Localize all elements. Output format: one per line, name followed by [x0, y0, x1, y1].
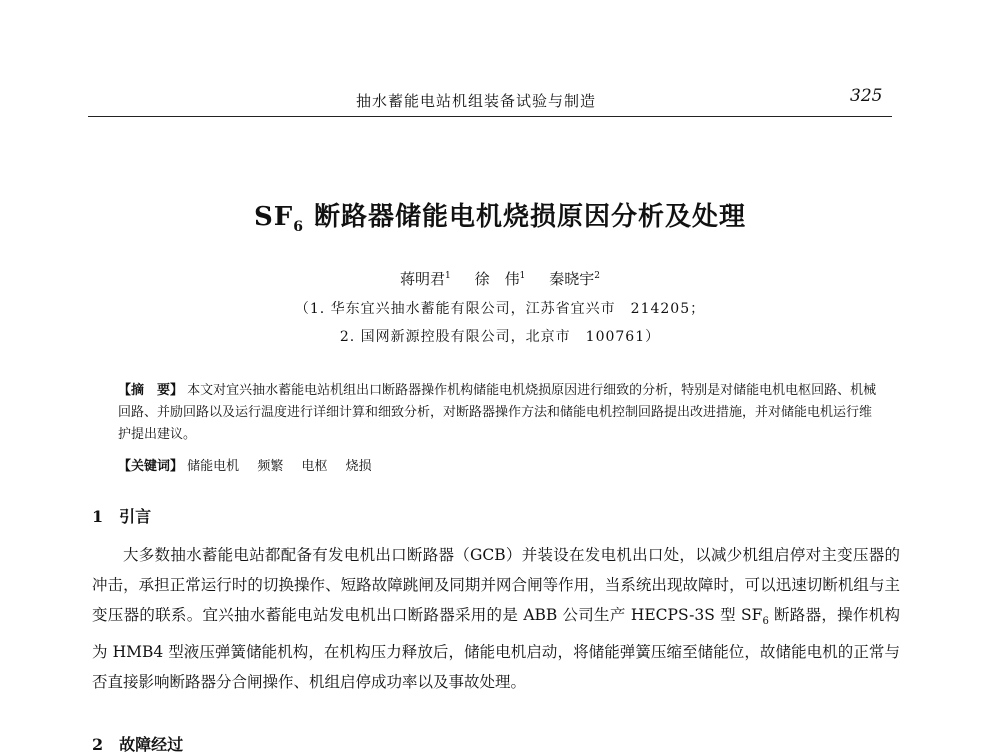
keywords-label: 【关键词】 [118, 459, 184, 474]
page-number: 325 [850, 86, 883, 106]
affiliation-2: 2. 国网新源控股有限公司，北京市 100761） [339, 329, 661, 345]
author-list [0, 268, 1000, 289]
running-header [88, 84, 892, 120]
author-affil-mark: 1 [519, 271, 526, 281]
keywords [118, 456, 880, 478]
section-heading-fault-history [92, 732, 183, 755]
keyword-item: 电枢 [301, 459, 328, 474]
body-paragraph [92, 540, 900, 697]
abstract [118, 380, 880, 446]
author-name: 秦晓宇 [549, 270, 595, 288]
section-heading-introduction [92, 504, 151, 527]
section-title: 故障经过 [119, 735, 184, 754]
paper-title-rest: 断路器储能电机烧损原因分析及处理 [303, 202, 747, 232]
keyword-item: 烧损 [345, 459, 372, 474]
keyword-item: 频繁 [257, 459, 284, 474]
section-number: 1 [92, 507, 104, 526]
paper-title-subscript: 6 [293, 219, 304, 236]
author-affil-mark: 2 [594, 271, 600, 281]
header-rule [88, 116, 892, 117]
body-paragraph-part-a: 大多数抽水蓄能电站都配备有发电机出口断路器（GCB）并装设在发电机出口处，以减少机组启停对主变压器的冲击，承担正常运行时的切换操作、短路故障跳闸及同期并网合闸等作用，当系统出现故障时，可以迅速切断机组与主变压器的联系。宜兴抽水蓄能电站发电机出口断路器采用的是 ABB 公司生产 HECPS-3S 型 SF [92, 546, 900, 624]
author-affil-mark: 1 [445, 271, 451, 281]
author-name: 蒋明君 [400, 270, 446, 288]
paper-title-main: SF [253, 202, 294, 232]
keyword-item: 储能电机 [187, 459, 240, 474]
abstract-label: 【摘 要】 [118, 383, 184, 398]
body-subscript: 6 [762, 616, 769, 628]
paper-title [0, 196, 1000, 235]
section-number: 2 [92, 735, 104, 754]
abstract-text: 本文对宜兴抽水蓄能电站机组出口断路器操作机构储能电机烧损原因进行细致的分析，特别是对储能电机电枢回路、机械回路、并励回路以及运行温度进行详细计算和细致分析，对断路器操作方法和储能电机控制回路提出改进措施，并对储能电机运行维护提出建议。 [118, 383, 877, 442]
section-title: 引言 [119, 507, 152, 526]
author-name: 徐 伟 [474, 270, 520, 288]
running-title: 抽水蓄能电站机组装备试验与制造 [356, 92, 597, 110]
body-paragraph-part-b: 断路器，操作机构为 HMB4 型液压弹簧储能机构，在机构压力释放后，储能电机启动，将储能弹簧压缩至储能位，故储能电机的正常与否直接影响断路器分合闸操作、机组启停成功率以及事故处理。 [92, 606, 900, 692]
affiliation-1: （1. 华东宜兴抽水蓄能有限公司，江苏省宜兴市 214205； [294, 301, 706, 317]
